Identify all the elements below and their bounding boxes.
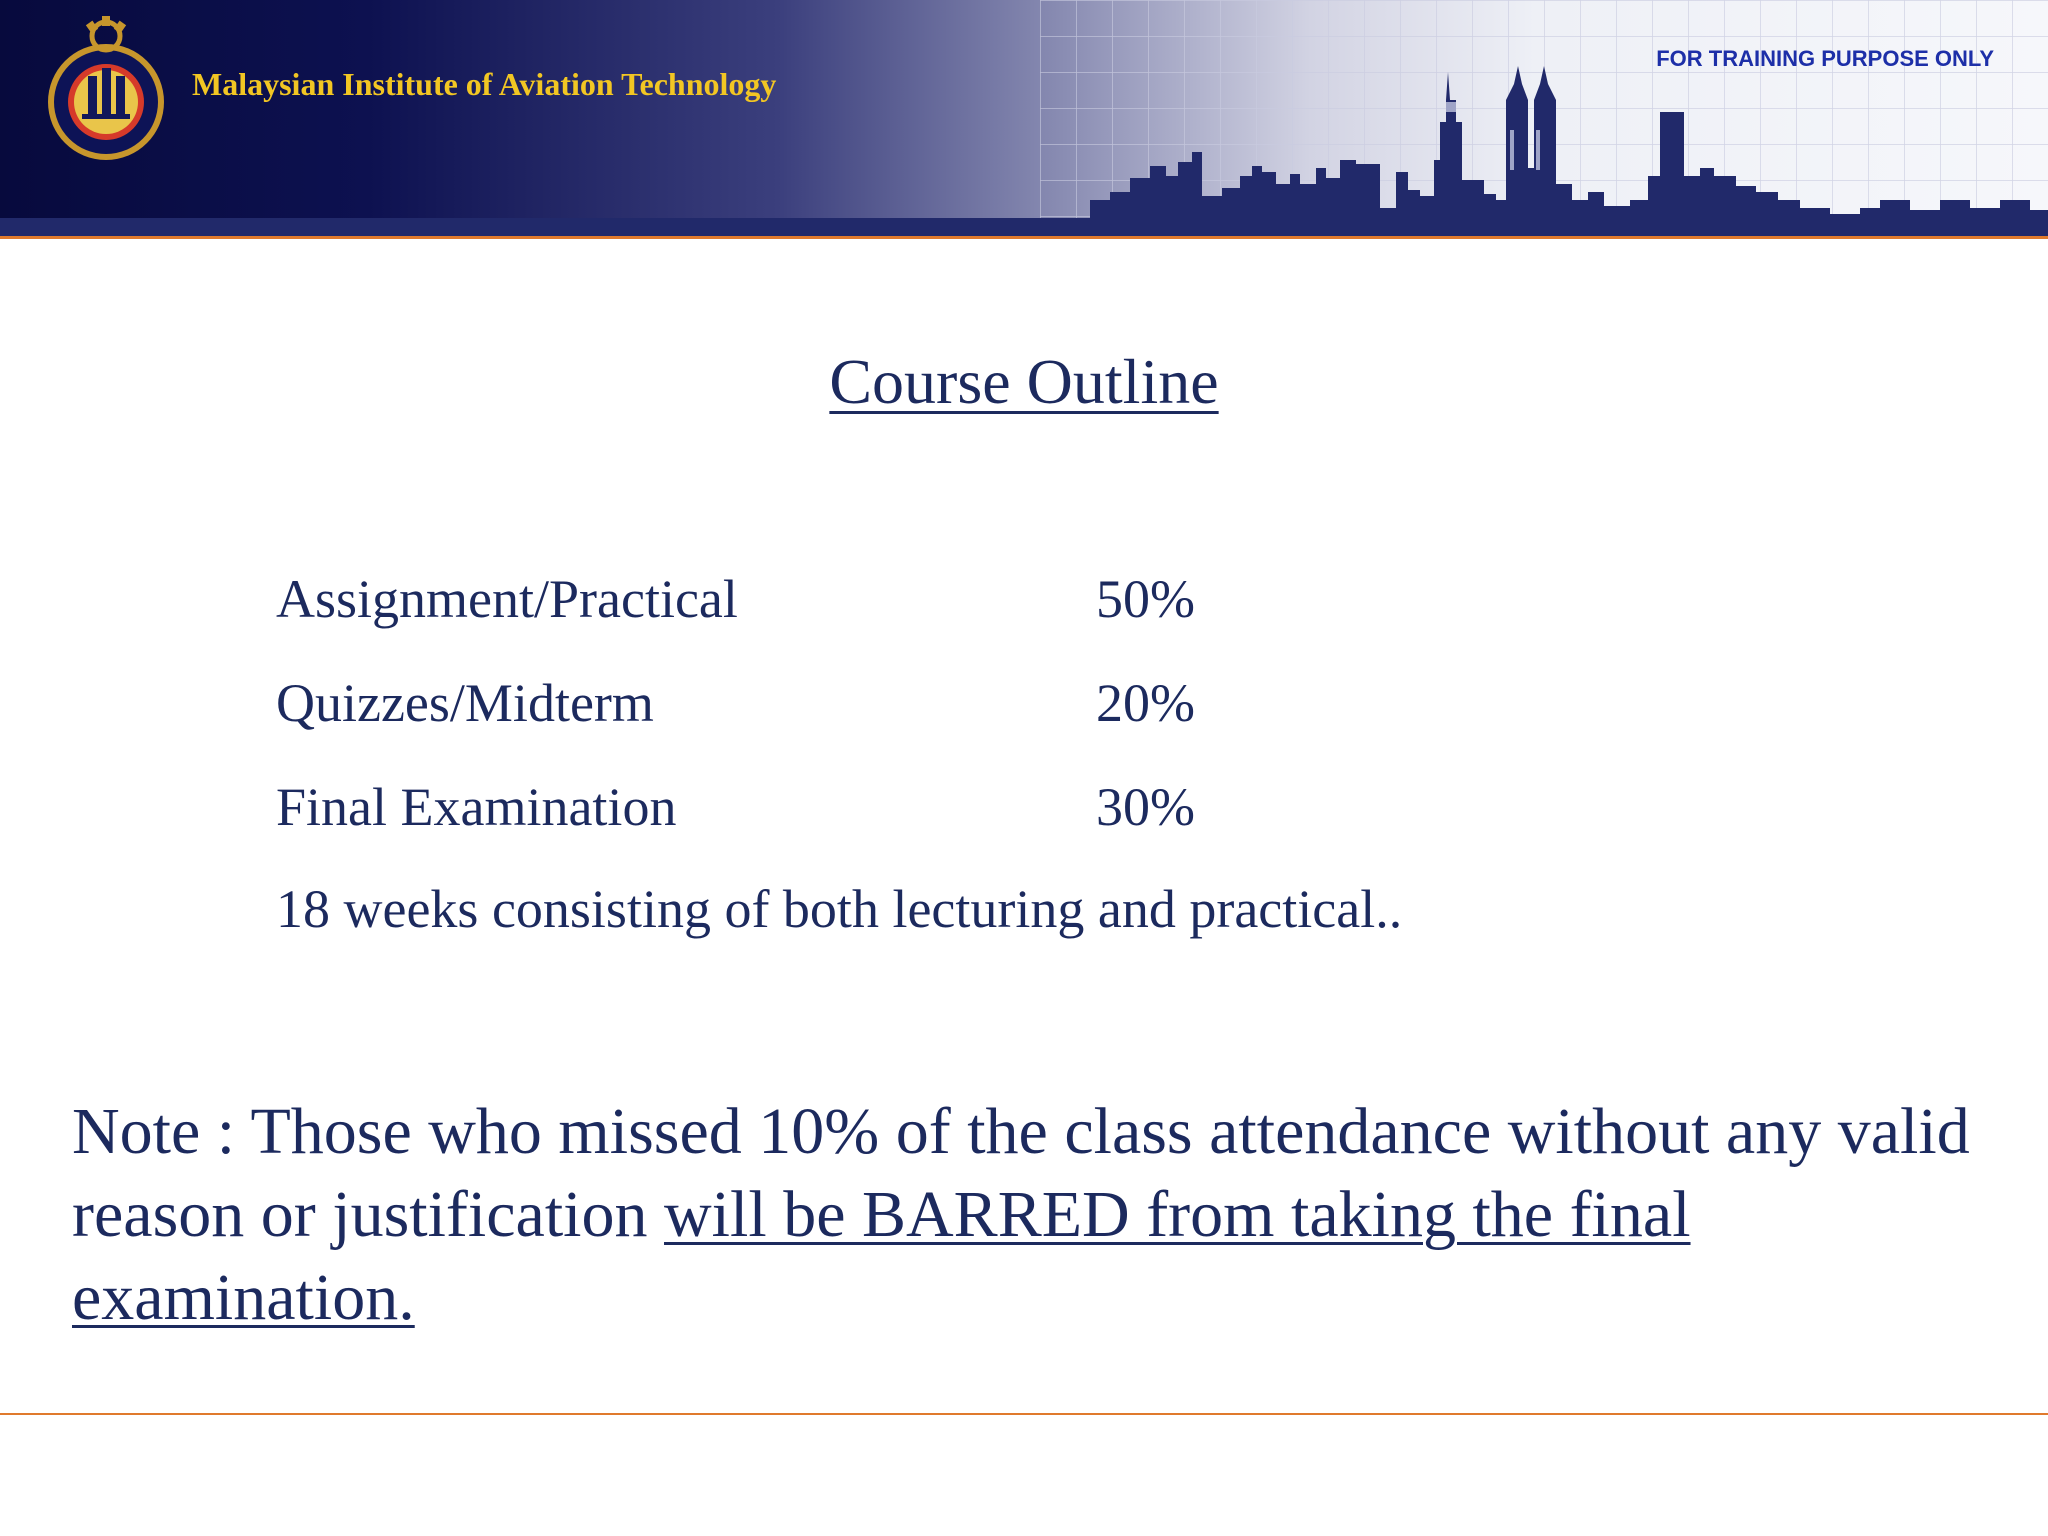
slide-title: Course Outline [829, 346, 1219, 417]
header-divider-line [0, 236, 2048, 239]
outline-row [276, 568, 1195, 630]
course-duration-text: 18 weeks consisting of both lecturing and practical.. [276, 879, 1403, 939]
attendance-note [72, 1090, 1992, 1339]
outline-row-value: 50% [1096, 569, 1195, 629]
outline-row [276, 776, 1195, 838]
outline-row-label: Quizzes/Midterm [276, 673, 654, 733]
outline-row-value: 20% [1096, 673, 1195, 733]
outline-row [276, 672, 1195, 734]
institute-name: Malaysian Institute of Aviation Technology [192, 66, 777, 102]
footer-divider-line [0, 1413, 2048, 1415]
city-skyline-graphic [0, 0, 2048, 236]
attendance-note-text: Note : Those who missed 10% of the class attendance without any valid reason or justification [72, 1095, 1970, 1251]
university-logo [44, 14, 172, 166]
outline-row-label: Assignment/Practical [276, 569, 738, 629]
outline-row-value: 30% [1096, 777, 1195, 837]
attendance-note-warning: will be BARRED from taking the final examination. [72, 1178, 1691, 1334]
training-purpose-label: FOR TRAINING PURPOSE ONLY [1656, 46, 1994, 71]
slide-header-banner [0, 0, 2048, 236]
outline-row-label: Final Examination [276, 777, 677, 837]
